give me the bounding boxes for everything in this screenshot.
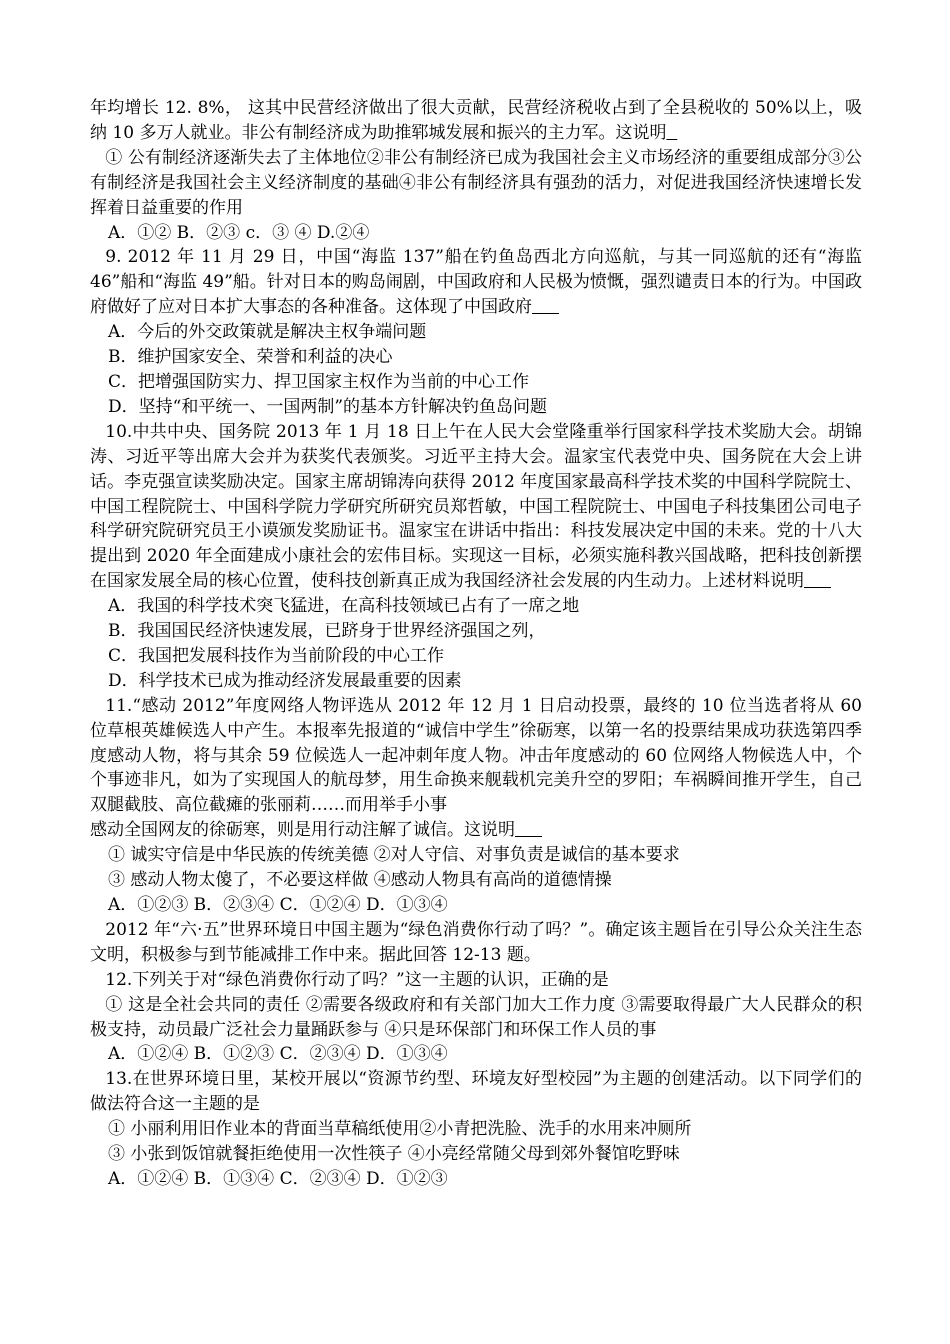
document-page — [90, 96, 862, 1192]
paragraph-text: 9. 2012 年 11 月 29 日，中国“海监 137”船在钓鱼岛西北方向巡航，与其一同巡航的还有“海监 46”船和“海监 49”船。针对日本的购岛闹剧，中国政府和人民极为愤慨，强烈谴责日本的行为。中国政府做好了应对日本扩大事态的各种准备。这体现了中国政府 — [90, 247, 862, 318]
paragraph-text: B．维护国家安全、荣誉和利益的决心 — [108, 347, 393, 368]
paragraph-text: ③ 小张到饭馆就餐拒绝使用一次性筷子 ④小亮经常随父母到郊外餐馆吃野味 — [108, 1144, 680, 1165]
paragraph-text: ① 这是全社会共同的责任 ②需要各级政府和有关部门加大工作力度 ③需要取得最广大人民群众的积极支持，动员最广泛社会力量踊跃参与 ④只是环保部门和环保工作人员的事 — [90, 994, 862, 1040]
paragraph-text: A．①② B．②③ c．③ ④ D.②④ — [108, 222, 370, 243]
paragraph — [90, 320, 862, 345]
paragraph — [90, 395, 862, 420]
paragraph-text: ① 公有制经济逐渐失去了主体地位②非公有制经济已成为我国社会主义市场经济的重要组成部分③公有制经济是我国社会主义经济制度的基础④非公有制经济具有强劲的活力，对促进我国经济快速增长发挥着日益重要的作用 — [90, 147, 862, 218]
paragraph-text: ③ 感动人物太傻了，不必要这样做 ④感动人物具有高尚的道德情操 — [108, 870, 612, 891]
paragraph — [90, 918, 862, 968]
paragraph — [90, 1067, 862, 1117]
paragraph — [90, 1167, 862, 1192]
paragraph — [90, 694, 862, 819]
paragraph — [90, 843, 862, 868]
paragraph-text: A．①②④ B．①③④ C．②③④ D．①②③ — [108, 1168, 448, 1189]
paragraph-text: D．坚持“和平统一、一国两制”的基本方针解决钓鱼岛问题 — [108, 396, 548, 417]
paragraph-text: ① 小丽利用旧作业本的背面当草稿纸使用②小青把洗脸、洗手的水用来冲厕所 — [108, 1119, 692, 1140]
paragraph — [90, 594, 862, 619]
paragraph — [90, 669, 862, 694]
paragraph — [90, 644, 862, 669]
paragraph — [90, 968, 862, 993]
paragraph — [90, 245, 862, 320]
paragraph — [90, 619, 862, 644]
paragraph-text: A．今后的外交政策就是解决主权争端问题 — [108, 322, 427, 343]
paragraph — [90, 420, 862, 594]
paragraph-text: A．①②③ B．②③④ C．①②④ D．①③④ — [108, 895, 448, 915]
paragraph-text: 感动全国网友的徐砺寒，则是用行动注解了诚信。这说明 — [90, 820, 515, 841]
paragraph-text: 12.下列关于对“绿色消费你行动了吗？”这一主题的认识，正确的是 — [105, 969, 609, 990]
answer-blank[interactable] — [804, 571, 831, 591]
paragraph — [90, 345, 862, 370]
paragraph-text: C．我国把发展科技作为当前阶段的中心工作 — [108, 645, 445, 666]
paragraph-text: 2012 年“六·五”世界环境日中国主题为“绿色消费你行动了吗？”。确定该主题旨在引导公众关注生态文明，积极参与到节能减排工作中来。据此回答 12-13 题。 — [90, 919, 862, 965]
paragraph-text: D．科学技术已成为推动经济发展最重要的因素 — [108, 670, 462, 691]
paragraph-text: B．我国国民经济快速发展，已跻身于世界经济强国之列， — [108, 621, 546, 642]
paragraph — [90, 370, 862, 395]
paragraph — [90, 221, 862, 246]
paragraph-text: A．我国的科学技术突飞猛进，在高科技领域已占有了一席之地 — [108, 596, 580, 617]
paragraph-text: 年均增长 12. 8%， 这其中民营经济做出了很大贡献，民营经济税收占到了全县税收的 50%以上，吸纳 10 多万人就业。非公有制经济成为助推郓城发展和振兴的主力军。这说明 — [90, 98, 862, 143]
answer-blank[interactable] — [666, 123, 677, 143]
paragraph — [90, 818, 862, 843]
paragraph — [90, 868, 862, 893]
answer-blank[interactable] — [515, 820, 542, 840]
paragraph — [90, 993, 862, 1043]
paragraph — [90, 146, 862, 221]
paragraph — [90, 96, 862, 146]
paragraph-text: 10.中共中央、国务院 2013 年 1 月 18 日上午在人民大会堂隆重举行国家科学技术奖励大会。胡锦涛、习近平等出席大会并为获奖代表颁奖。习近平主持大会。温家宝代表党中央、国务院在大会上讲话。李克强宣读奖励决定。国家主席胡锦涛向获得 2012 年度国家最高科学技术奖的中国科学院院士、中国工程院院士、中国科学院力学研究所研究员郑哲敏，中国工程院院士、中国电子科技集团公司电子科学研究院研究员王小谟颁发奖励证书。温家宝在讲话中指出：科技发展决定中国的未来。党的十八大提出到 2020 年全面建成小康社会的宏伟目标。实现这一目标，必须实施科教兴国战略，把科技创新摆在国家发展全局的核心位置，使科技创新真正成为我国经济社会发展的内生动力。上述材料说明 — [90, 421, 862, 592]
paragraph-text: ① 诚实守信是中华民族的传统美德 ②对人守信、对事负责是诚信的基本要求 — [108, 845, 680, 866]
paragraph — [90, 893, 862, 918]
paragraph-text: 11.“感动 2012”年度网络人物评选从 2012 年 12 月 1 日启动投票，最终的 10 位当选者将从 60 位草根英雄候选人中产生。本报率先报道的“诚信中学生”徐砺寒，以第一名的投票结果成功获选第四季度感动人物，将与其余 59 位候选人一起冲刺年度人物。冲击年度感动的 60 位网络人物候选人中，个个事迹非凡，如为了实现国人的航母梦，用生命换来舰载机完美升空的罗阳；车祸瞬间推开学生，自己双腿截肢、高位截瘫的张丽莉……而用举手小事 — [90, 695, 862, 816]
paragraph — [90, 1117, 862, 1142]
answer-blank[interactable] — [532, 297, 559, 317]
paragraph — [90, 1042, 862, 1067]
paragraph-text: C．把增强国防实力、捍卫国家主权作为当前的中心工作 — [108, 371, 530, 392]
paragraph-text: A．①②④ B．①②③ C．②③④ D．①③④ — [108, 1044, 448, 1065]
paragraph — [90, 1142, 862, 1167]
paragraph-text: 13.在世界环境日里，某校开展以“资源节约型、环境友好型校园”为主题的创建活动。以下同学们的做法符合这一主题的是 — [90, 1069, 862, 1115]
